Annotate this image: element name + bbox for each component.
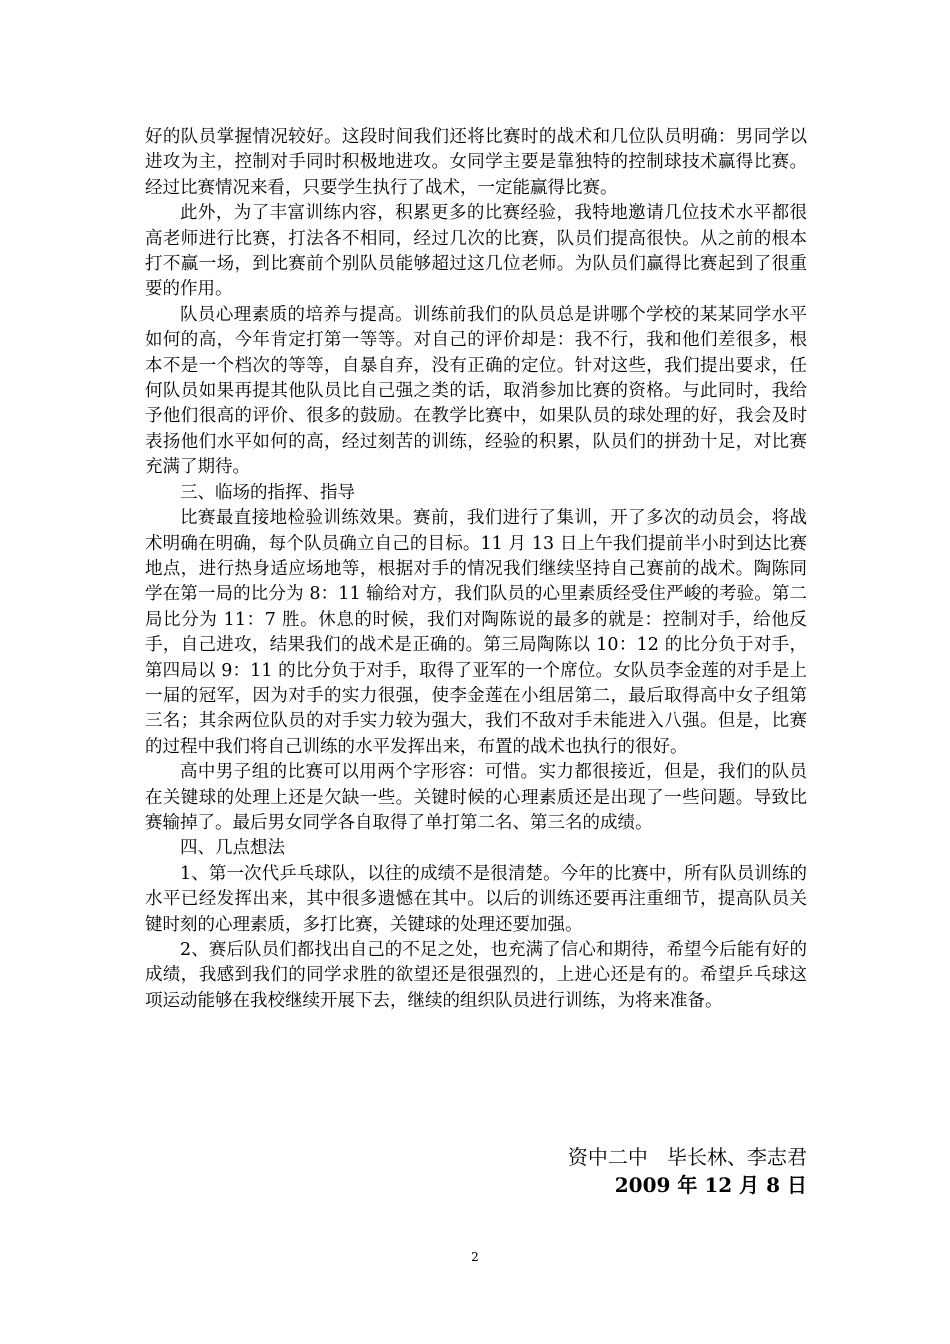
paragraph-1: 好的队员掌握情况较好。这段时间我们还将比赛时的战术和几位队员明确：男同学以进攻为主，控制对手同时积极地进攻。女同学主要是靠独特的控制球技术赢得比赛。经过比赛情况来看，只要学生执行了战术，一定能赢得比赛。	[145, 127, 807, 198]
signature-date: 2009 年 12 月 8 日	[614, 1173, 807, 1197]
section-heading-4: 四、几点想法	[180, 838, 285, 859]
section-heading-3: 三、临场的指挥、指导	[180, 482, 355, 503]
paragraph-4: 比赛最直接地检验训练效果。赛前，我们进行了集训，开了多次的动员会，将战术明确在明确，每个队员确立自己的目标。11 月 13 日上午我们提前半小时到达比赛地点，进行热身适应场地等，根据对手的情况我们继续坚持自己赛前的战术。陶陈同学在第一局的比分为 8：11 输给对方，我们队员的心里素质经受住严峻的考验。第二局比分为 11：7 胜。休息的时候，我们对陶陈说的最多的就是：控制对手，给他反手，自己进攻，结果我们的战术是正确的。第三局陶陈以 10：12 的比分负于对手，第四局以 9：11 的比分负于对手，取得了亚军的一个席位。女队员李金莲的对手是上一届的冠军，因为对手的实力很强，使李金莲在小组居第二，最后取得高中女子组第三名；其余两位队员的对手实力较为强大，我们不敌对手未能进入八强。但是，比赛的过程中我们将自己训练的水平发挥出来，布置的战术也执行的很好。	[145, 508, 807, 757]
paragraph-5: 高中男子组的比赛可以用两个字形容：可惜。实力都很接近，但是，我们的队员在关键球的处理上还是欠缺一些。关键时候的心理素质还是出现了一些问题。导致比赛输掉了。最后男女同学各自取得了单打第二名、第三名的成绩。	[145, 762, 807, 833]
signature-block	[568, 1143, 807, 1199]
signature-author: 资中二中 毕长林、李志君	[567, 1145, 807, 1169]
paragraph-3: 队员心理素质的培养与提高。训练前我们的队员总是讲哪个学校的某某同学水平如何的高，今年肯定打第一等等。对自己的评价却是：我不行，我和他们差很多，根本不是一个档次的等等，自暴自弃，没有正确的定位。针对这些，我们提出要求，任何队员如果再提其他队员比自己强之类的话，取消参加比赛的资格。与此同时，我给予他们很高的评价、很多的鼓励。在教学比赛中，如果队员的球处理的好，我会及时表扬他们水平如何的高，经过刻苦的训练，经验的积累，队员们的拼劲十足，对比赛充满了期待。	[145, 304, 807, 478]
paragraph-7: 2、赛后队员们都找出自己的不足之处，也充满了信心和期待，希望今后能有好的成绩，我感到我们的同学求胜的欲望还是很强烈的，上进心还是有的。希望乒乓球这项运动能够在我校继续开展下去，继续的组织队员进行训练，为将来准备。	[145, 940, 807, 1011]
page-number: 2	[471, 1250, 479, 1264]
body-text	[145, 125, 807, 1014]
paragraph-6: 1、第一次代乒乓球队，以往的成绩不是很清楚。今年的比赛中，所有队员训练的水平已经发挥出来，其中很多遗憾在其中。以后的训练还要再注重细节，提高队员关键时刻的心理素质，多打比赛，关键球的处理还要加强。	[145, 863, 807, 935]
paragraph-2: 此外，为了丰富训练内容，积累更多的比赛经验，我特地邀请几位技术水平都很高老师进行比赛，打法各不相同，经过几次的比赛，队员们提高很快。从之前的根本打不赢一场，到比赛前个别队员能够超过这几位老师。为队员们赢得比赛起到了很重要的作用。	[145, 203, 807, 300]
